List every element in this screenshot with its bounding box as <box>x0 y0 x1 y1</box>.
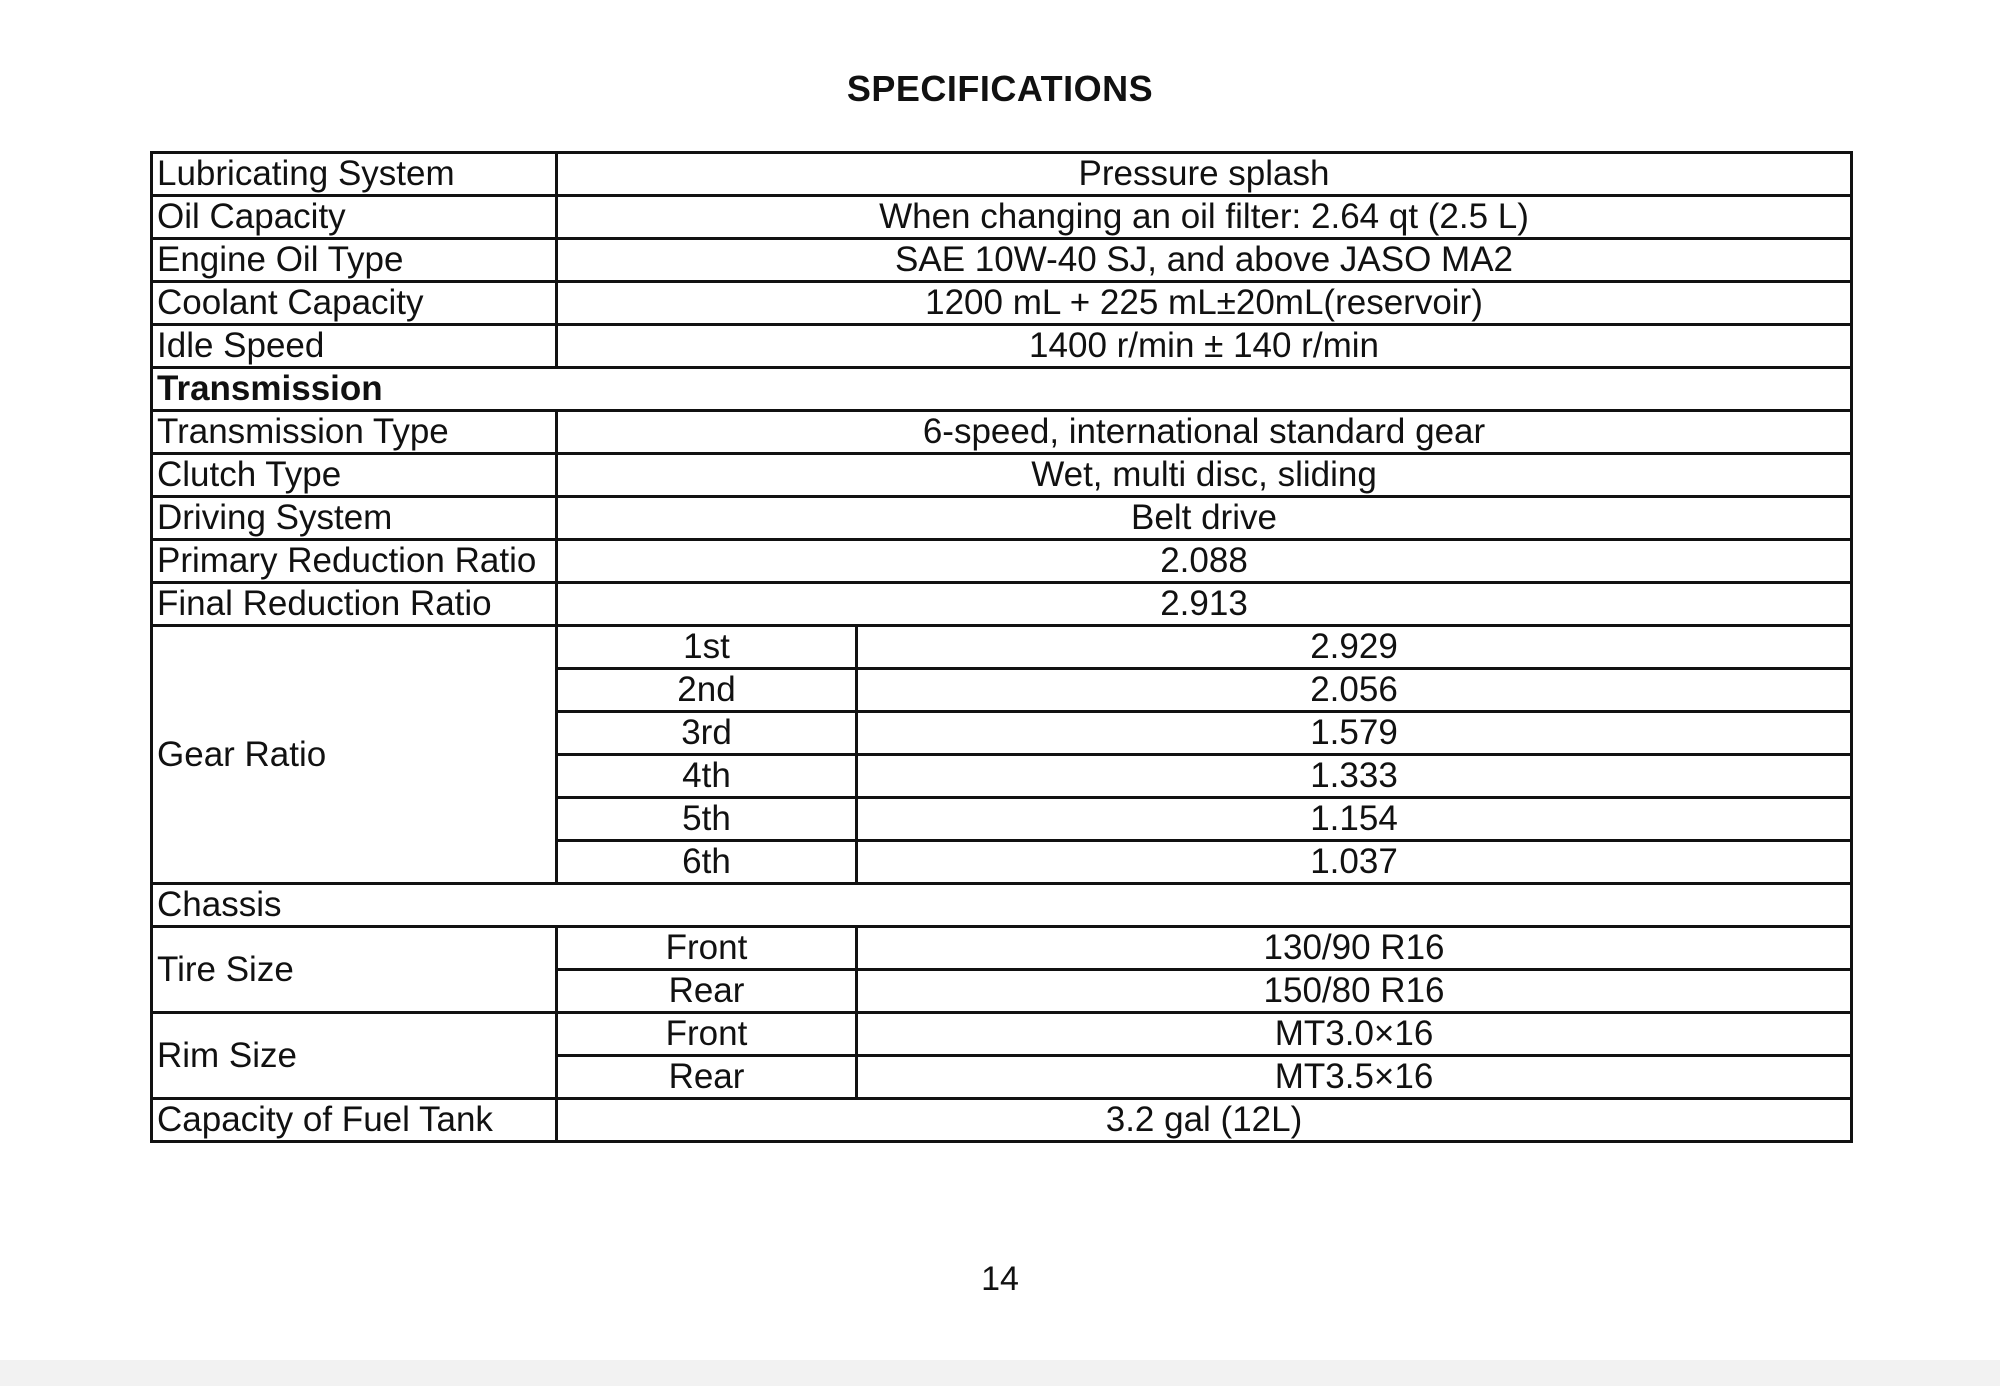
gear-label: 4th <box>557 755 857 798</box>
row-value: Belt drive <box>557 497 1852 540</box>
table-row <box>152 497 1852 540</box>
page-title: SPECIFICATIONS <box>846 68 1154 109</box>
gear-value: 1.333 <box>857 755 1852 798</box>
specifications-table <box>150 151 1853 1143</box>
row-label: Gear Ratio <box>152 626 557 884</box>
table-row <box>152 583 1852 626</box>
section-row <box>152 368 1852 411</box>
gear-value: 2.929 <box>857 626 1852 669</box>
gear-value: 1.579 <box>857 712 1852 755</box>
table-row <box>152 325 1852 368</box>
table-row <box>152 626 1852 669</box>
table-row <box>152 1013 1852 1056</box>
position-value: MT3.0×16 <box>857 1013 1852 1056</box>
position-label: Rear <box>557 1056 857 1099</box>
row-value: Pressure splash <box>557 153 1852 196</box>
table-row <box>152 540 1852 583</box>
row-value: 2.088 <box>557 540 1852 583</box>
row-label: Oil Capacity <box>152 196 557 239</box>
position-value: MT3.5×16 <box>857 1056 1852 1099</box>
gear-value: 1.154 <box>857 798 1852 841</box>
row-value: 3.2 gal (12L) <box>557 1099 1852 1142</box>
table-row <box>152 196 1852 239</box>
row-label: Final Reduction Ratio <box>152 583 557 626</box>
row-value: 6-speed, international standard gear <box>557 411 1852 454</box>
row-label: Lubricating System <box>152 153 557 196</box>
row-label: Rim Size <box>152 1013 557 1099</box>
row-label: Coolant Capacity <box>152 282 557 325</box>
section-header-chassis: Chassis <box>152 884 1852 927</box>
page-number: 14 <box>981 1260 1019 1298</box>
row-label: Transmission Type <box>152 411 557 454</box>
table-row <box>152 454 1852 497</box>
gear-label: 5th <box>557 798 857 841</box>
section-header-transmission: Transmission <box>152 368 1852 411</box>
row-label: Tire Size <box>152 927 557 1013</box>
table-row <box>152 282 1852 325</box>
page-bottom-edge <box>0 1360 2000 1386</box>
row-label: Clutch Type <box>152 454 557 497</box>
gear-label: 6th <box>557 841 857 884</box>
position-label: Rear <box>557 970 857 1013</box>
position-value: 150/80 R16 <box>857 970 1852 1013</box>
row-label: Idle Speed <box>152 325 557 368</box>
table-row <box>152 153 1852 196</box>
row-label: Driving System <box>152 497 557 540</box>
position-label: Front <box>557 927 857 970</box>
row-label: Capacity of Fuel Tank <box>152 1099 557 1142</box>
row-label: Engine Oil Type <box>152 239 557 282</box>
table-row <box>152 239 1852 282</box>
position-value: 130/90 R16 <box>857 927 1852 970</box>
row-value: 1400 r/min ± 140 r/min <box>557 325 1852 368</box>
gear-label: 2nd <box>557 669 857 712</box>
section-row <box>152 884 1852 927</box>
row-value: When changing an oil filter: 2.64 qt (2.5 L) <box>557 196 1852 239</box>
gear-label: 3rd <box>557 712 857 755</box>
table-row <box>152 411 1852 454</box>
table-row <box>152 927 1852 970</box>
position-label: Front <box>557 1013 857 1056</box>
gear-value: 2.056 <box>857 669 1852 712</box>
gear-label: 1st <box>557 626 857 669</box>
row-value: 1200 mL + 225 mL±20mL(reservoir) <box>557 282 1852 325</box>
row-label: Primary Reduction Ratio <box>152 540 557 583</box>
row-value: Wet, multi disc, sliding <box>557 454 1852 497</box>
row-value: 2.913 <box>557 583 1852 626</box>
table-row <box>152 1099 1852 1142</box>
row-value: SAE 10W-40 SJ, and above JASO MA2 <box>557 239 1852 282</box>
gear-value: 1.037 <box>857 841 1852 884</box>
